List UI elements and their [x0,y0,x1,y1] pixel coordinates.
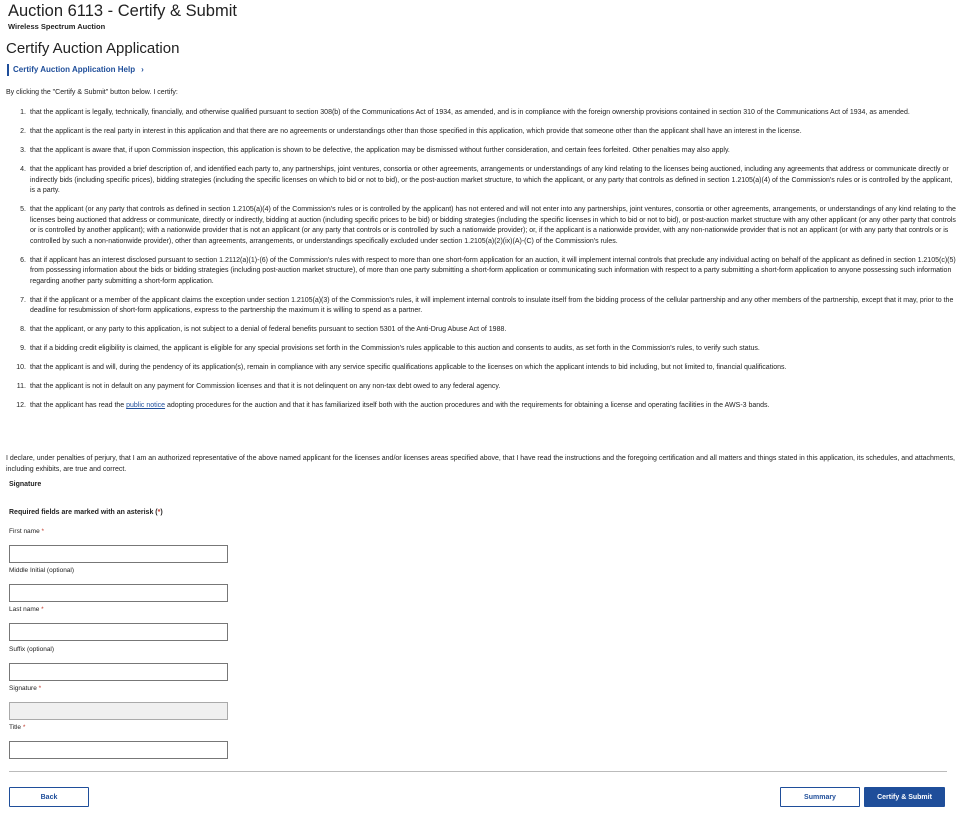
required-note-prefix: Required fields are marked with an asterisk ( [9,509,158,516]
required-fields-note [9,509,163,516]
public-notice-link[interactable]: public notice [126,402,166,409]
first-name-field [9,527,229,563]
certification-number: 12. [16,402,26,409]
title-label [9,723,229,733]
certification-number: 1. [20,109,26,116]
last-name-input[interactable] [9,623,228,641]
certification-text: that the applicant, or any party to this application, is not subject to a denial of federal benefits pursuant to section 5301 of the Anti-Drug Abuse Act of 1988. [30,326,507,333]
certification-text: that the applicant (or any party that controls as defined in section 1.2105(a)(4) of the Commission's rules or is controlled by the applicant) has not entered and will not enter into any partnerships, joint ventures, consortia or other agreements, arrangements, or understandings of any kind relating to the licenses being auctioned that address or communicate, directly or indirectly, bidding at auction (including specific prices to be bid) or bidding strategies (including the specific licenses in which to bid or not to bid), or post-auction market structure with any other applicant (or any other party that controls or is controlled by another applicant); with a nationwide provider that is not an applicant (or any party that controls or is controlled by such a nationwide provider); or, if the applicant is a nationwide provider, with any non-nationwide provider that is not an applicant (or with any party that controls or is controlled by such a non-nationwide provider), other than agreements, arrangements, or understandings specifically excluded under section 1.2105(a)(2)(ix)(A)-(C) of the Commission's rules. [30,206,956,245]
footer-divider [9,771,947,772]
required-asterisk: * [157,509,161,516]
certification-number: 5. [20,206,26,213]
title-field [9,723,229,759]
certification-item [14,127,956,138]
certification-number: 6. [20,256,26,264]
certification-number: 7. [20,296,26,304]
certification-intro: By clicking the "Certify & Submit" button below. I certify: [6,89,178,96]
certification-item [14,205,956,247]
certification-text [30,401,956,412]
first-name-input[interactable] [9,545,228,563]
certification-item [14,165,956,197]
certification-item [14,363,956,374]
required-asterisk: * [41,606,44,613]
suffix-label: Suffix (optional) [9,646,55,653]
certification-number: 9. [20,345,26,352]
perjury-declaration: I declare, under penalties of perjury, that I am an authorized representative of the above named applicant for the licenses and/or licenses areas specified above, that I have read the instructions and the foregoing certification and all matters and things stated in this application, its schedules, and attachments, including exhibits, are true and correct. [6,455,955,473]
certification-text: that the applicant is and will, during the pendency of its application(s), remain in compliance with any service specific qualifications applicable to the licenses on which the applicant intends to bid including, but not limited to, financial qualifications. [30,364,787,371]
middle-initial-input[interactable] [9,584,228,602]
required-asterisk: * [41,528,45,535]
last-name-label-text: Last name [9,606,40,613]
last-name-label [9,605,229,615]
certification-text: that the applicant is legally, technically, financially, and otherwise qualified pursuant to section 308(b) of the Communications Act of 1934, as amended, and is in compliance with the foreign ownership provisions contained in section 310 of the Communications Act of 1934, as amended. [30,109,910,116]
required-asterisk: * [38,685,42,692]
certification-item [14,382,956,393]
certification-number: 3. [20,147,26,154]
back-button[interactable]: Back [9,787,89,807]
page-title: Certify Auction Application [6,40,180,57]
auction-title: Auction 6113 - Certify & Submit [8,2,237,20]
signature-input [9,702,228,720]
certification-number: 11. [16,383,26,390]
certification-item [14,296,956,317]
certify-submit-button[interactable]: Certify & Submit [864,787,945,807]
certification-item [14,344,956,355]
suffix-input[interactable] [9,663,228,681]
certification-item [14,108,956,119]
middle-initial-field [9,566,229,602]
certification-number: 8. [20,326,26,333]
signature-heading: Signature [9,481,42,488]
certification-text: that the applicant has provided a brief description of, and identified each party to, any partnerships, joint ventures, consortia or other agreements, arrangements or understandings of any kind relating to the licenses being auctioned, including any agreements that address or communicate directly or indirectly bids (including specific prices), bidding strategies (including the specific licenses on which to bid or not to bid), or the post-auction market structure, to which the applicant, or any party that controls as defined in section 1.2105(a)(4) of the Commission's rules or is controlled by the applicant, is a party. [30,166,953,194]
middle-initial-label: Middle Initial (optional) [9,567,75,574]
certification-text: that the applicant is aware that, if upon Commission inspection, this application is shown to be defective, the application may be dismissed without further consideration, and certain fees forfeited. Other penalties may also apply. [30,147,730,154]
certification-text: that if a bidding credit eligibility is claimed, the applicant is eligible for any special provisions set forth in the Commission's rules applicable to this auction and consents to audits, as set forth in the Commission's rules, to verify such status. [30,345,760,352]
signature-label-text: Signature [9,685,37,692]
certification-text: that if applicant has an interest disclosed pursuant to section 1.2112(a)(1)-(6) of the Commission's rules with respect to more than one short-form application for an auction, it will implement internal controls that preclude any individual acting on behalf of the applicant as defined in section 1.2105(c)(5) from possessing information about the bids or bidding strategies (including post-auction market structure), of more than one party submitting a short-form application or communicating such information with respect to a party submitting a short-form application to anyone possessing such information regarding another party submitting a short-form application. [30,256,956,285]
certification-item [14,401,956,412]
certification-list [14,108,956,420]
suffix-field [9,645,229,681]
certification-number: 10. [16,364,26,371]
required-note-suffix: ) [160,509,163,516]
signature-label [9,684,229,694]
page-header [8,0,237,31]
title-label-text: Title [9,724,22,731]
certification-number: 4. [20,166,26,173]
help-link[interactable] [7,64,144,76]
certification-number: 2. [20,128,26,135]
first-name-label-text: First name [9,528,40,535]
chevron-right-icon: › [141,65,144,74]
certification-text: that if the applicant or a member of the applicant claims the exception under section 1.2105(a)(3) of the Commission's rules, it will implement internal controls to insulate itself from the bidding process of the cellular partnership and any other members of the partnership, except that it may, prior to the deadline for resubmission of short-form applications, express to the partnership the maximum it is willing to spend as a partner. [30,296,954,314]
first-name-label [9,527,229,537]
title-input[interactable] [9,741,228,759]
signature-field [9,684,229,720]
certification-text-after: adopting procedures for the auction and that it has familiarized itself both with the auction procedures and with the requirements for obtaining a license and operating facilities in the AWS-3 bands. [167,402,770,409]
certification-text: that the applicant is the real party in interest in this application and that there are no agreements or understandings other than those specified in this application, which provide that someone other than the applicant shall have an interest in the license. [30,128,802,135]
auction-subtitle: Wireless Spectrum Auction [8,22,106,31]
help-link-label[interactable]: Certify Auction Application Help [13,65,136,74]
certification-item [14,325,956,336]
certification-item [14,146,956,157]
certification-text-before: that the applicant has read the [30,402,125,409]
certification-text: that the applicant is not in default on any payment for Commission licenses and that it is not delinquent on any non-tax debt owed to any federal agency. [30,383,501,390]
required-asterisk: * [22,724,26,731]
certification-item [14,256,956,288]
summary-button[interactable]: Summary [780,787,860,807]
last-name-field [9,605,229,641]
